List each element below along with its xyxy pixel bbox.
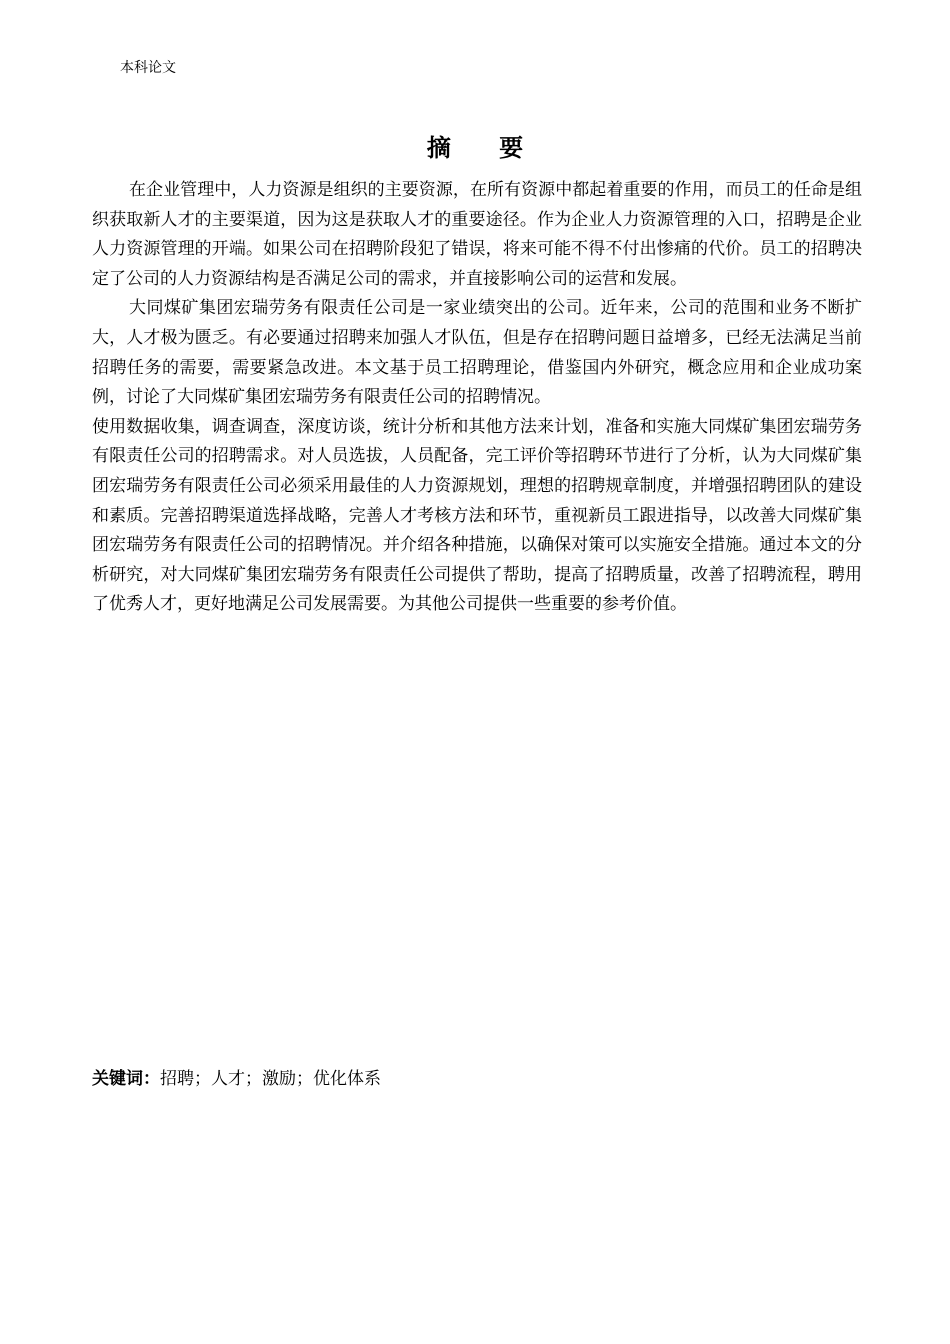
page-header: 本科论文 xyxy=(120,60,176,76)
abstract-body xyxy=(92,176,862,620)
abstract-paragraph-1: 在企业管理中，人力资源是组织的主要资源，在所有资源中都起着重要的作用，而员工的任命是组织获取新人才的主要渠道，因为这是获取人才的重要途径。作为企业人力资源管理的入口，招聘是企业人力资源管理的开端。如果公司在招聘阶段犯了错误，将来可能不得不付出惨痛的代价。员工的招聘决定了公司的人力资源结构是否满足公司的需求，并直接影响公司的运营和发展。 xyxy=(92,180,862,289)
abstract-paragraph-3: 使用数据收集，调查调查，深度访谈，统计分析和其他方法来计划，准备和实施大同煤矿集团宏瑞劳务有限责任公司的招聘需求。对人员选拔，人员配备，完工评价等招聘环节进行了分析，认为大同煤矿集团宏瑞劳务有限责任公司必须采用最佳的人力资源规划，理想的招聘规章制度，并增强招聘团队的建设和素质。完善招聘渠道选择战略，完善人才考核方法和环节，重视新员工跟进指导，以改善大同煤矿集团宏瑞劳务有限责任公司的招聘情况。并介绍各种措施，以确保对策可以实施安全措施。通过本文的分析研究，对大同煤矿集团宏瑞劳务有限责任公司提供了帮助，提高了招聘质量，改善了招聘流程，聘用了优秀人才，更好地满足公司发展需要。为其他公司提供一些重要的参考价值。 xyxy=(92,416,862,615)
keywords-value: 招聘；人才；激励；优化体系 xyxy=(160,1069,381,1089)
keywords-line xyxy=(92,1066,381,1092)
abstract-title: 摘 要 xyxy=(426,134,544,162)
abstract-paragraph-2: 大同煤矿集团宏瑞劳务有限责任公司是一家业绩突出的公司。近年来，公司的范围和业务不断扩大，人才极为匮乏。有必要通过招聘来加强人才队伍，但是存在招聘问题日益增多，已经无法满足当前招聘任务的需要，需要紧急改进。本文基于员工招聘理论，借鉴国内外研究，概念应用和企业成功案例，讨论了大同煤矿集团宏瑞劳务有限责任公司的招聘情况。 xyxy=(92,298,862,408)
keywords-label: 关键词： xyxy=(92,1069,160,1089)
